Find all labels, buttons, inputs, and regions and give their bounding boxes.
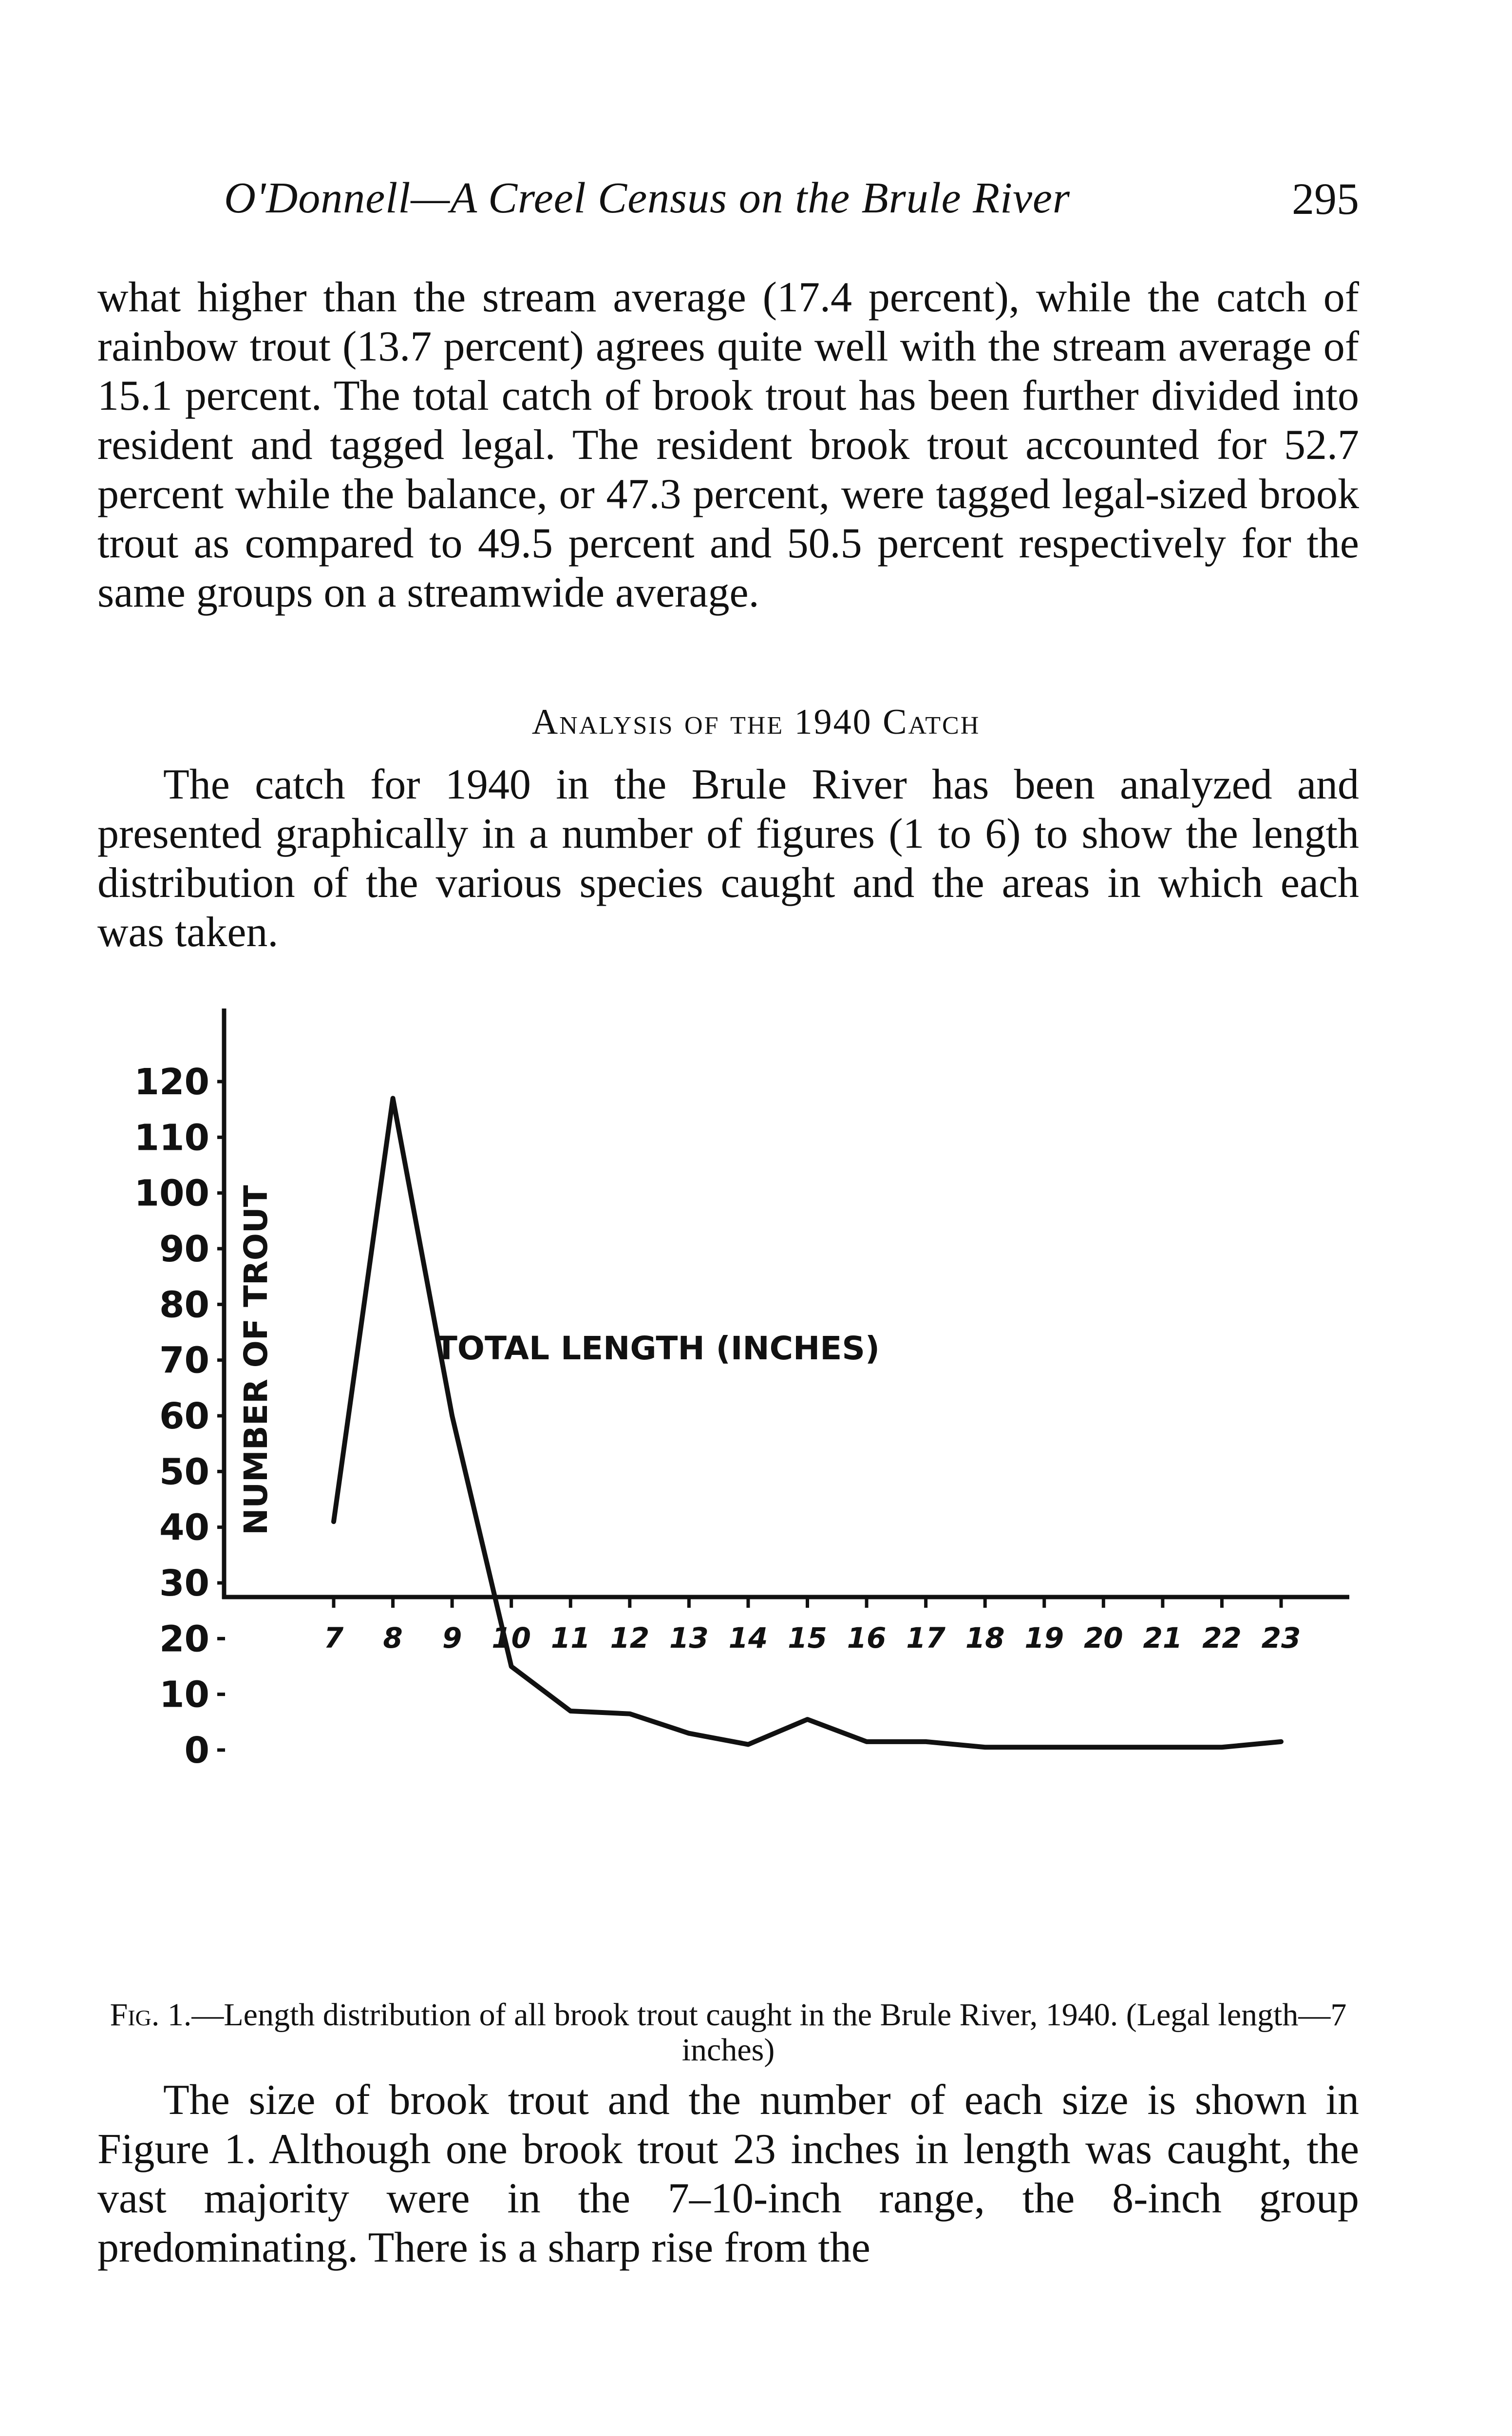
data-point bbox=[1042, 1745, 1046, 1749]
x-tick-label: 23 bbox=[1261, 1621, 1301, 1655]
y-tick-label: 50 bbox=[159, 1451, 209, 1493]
data-point bbox=[806, 1717, 810, 1721]
x-tick-label: 19 bbox=[1024, 1621, 1064, 1655]
data-point bbox=[332, 1520, 336, 1523]
x-tick-label: 18 bbox=[965, 1621, 1005, 1655]
x-axis-label: TOTAL LENGTH (INCHES) bbox=[435, 1330, 880, 1367]
x-tick-label: 9 bbox=[442, 1621, 462, 1655]
x-tick-label: 11 bbox=[550, 1621, 590, 1655]
figure-1 bbox=[73, 1004, 1437, 1993]
x-tick-label: 7 bbox=[323, 1621, 344, 1655]
data-point bbox=[450, 1414, 454, 1418]
data-point bbox=[1101, 1745, 1105, 1749]
data-point bbox=[687, 1732, 691, 1735]
x-tick-label: 16 bbox=[847, 1621, 887, 1655]
paragraph-2: The catch for 1940 in the Brule River has been analyzed and presented graphically in a number of figures (1 to 6) to show the length distribution of the various species caught and the areas in which each was taken. bbox=[97, 761, 1359, 956]
caption-label: Fig. 1. bbox=[110, 1997, 192, 2033]
x-tick-label: 15 bbox=[788, 1621, 827, 1655]
y-tick-label: 40 bbox=[159, 1506, 209, 1549]
running-title: O'Donnell—A Creel Census on the Brule River bbox=[224, 174, 1071, 222]
section-heading: Analysis of the 1940 Catch bbox=[531, 702, 981, 742]
x-tick-label: 14 bbox=[728, 1621, 768, 1655]
x-tick-label: 8 bbox=[383, 1621, 403, 1655]
data-point bbox=[568, 1709, 572, 1713]
y-tick-label: 80 bbox=[159, 1284, 209, 1326]
y-tick-label: 100 bbox=[134, 1172, 209, 1215]
x-tick-label: 21 bbox=[1143, 1621, 1183, 1655]
x-tick-label: 20 bbox=[1083, 1621, 1123, 1655]
data-point bbox=[983, 1745, 987, 1749]
page-number: 295 bbox=[1292, 174, 1359, 224]
page-header bbox=[224, 173, 1359, 246]
data-point bbox=[746, 1743, 750, 1747]
y-tick-label: 120 bbox=[134, 1061, 209, 1103]
data-point bbox=[510, 1665, 513, 1669]
caption-text: —Length distribution of all brook trout caught in the Brule River, 1940. (Legal length—7 inches) bbox=[191, 1997, 1347, 2068]
data-point bbox=[1220, 1745, 1224, 1749]
data-point bbox=[924, 1740, 928, 1744]
x-tick-label: 12 bbox=[610, 1621, 650, 1655]
paragraph-1: what higher than the stream average (17.4 percent), while the catch of rainbow trout (13.7 percent) agrees quite well with the stream average of 15.1 percent. The total catch of brook trout has been further divided into resident and tagged legal. The resident brook trout accounted for 52.7 percent while the balance, or 47.3 percent, were tagged legal-sized brook trout as compared to 49.5 percent and 50.5 percent respectively for the same groups on a streamwide average. bbox=[97, 274, 1359, 616]
y-tick-label: 0 bbox=[184, 1730, 209, 1771]
data-point bbox=[628, 1712, 632, 1716]
data-point bbox=[391, 1096, 395, 1100]
x-tick-label: 10 bbox=[491, 1621, 531, 1655]
y-tick-label: 90 bbox=[159, 1228, 209, 1270]
y-axis-label: NUMBER OF TROUT bbox=[237, 1185, 275, 1535]
paragraph-3: The size of brook trout and the number of each size is shown in Figure 1. Although one brook trout 23 inches in length was caught, the vast majority were in the 7–10-inch range, the 8-inch group predominating. There is a sharp rise from the bbox=[97, 2076, 1359, 2271]
data-point bbox=[1161, 1745, 1165, 1749]
figure-caption bbox=[97, 1998, 1359, 2068]
y-tick-label: 10 bbox=[159, 1674, 209, 1716]
x-tick-label: 22 bbox=[1202, 1621, 1242, 1655]
x-tick-label: 17 bbox=[906, 1621, 945, 1655]
data-point bbox=[865, 1740, 869, 1744]
y-tick-label: 110 bbox=[134, 1117, 209, 1159]
y-tick-label: 60 bbox=[159, 1395, 209, 1437]
y-tick-label: 70 bbox=[159, 1339, 209, 1382]
length-distribution-chart bbox=[73, 1004, 1437, 1993]
x-tick-label: 13 bbox=[669, 1621, 709, 1655]
data-point bbox=[1279, 1740, 1283, 1744]
y-tick-label: 30 bbox=[159, 1562, 209, 1604]
y-tick-label: 20 bbox=[159, 1618, 209, 1660]
